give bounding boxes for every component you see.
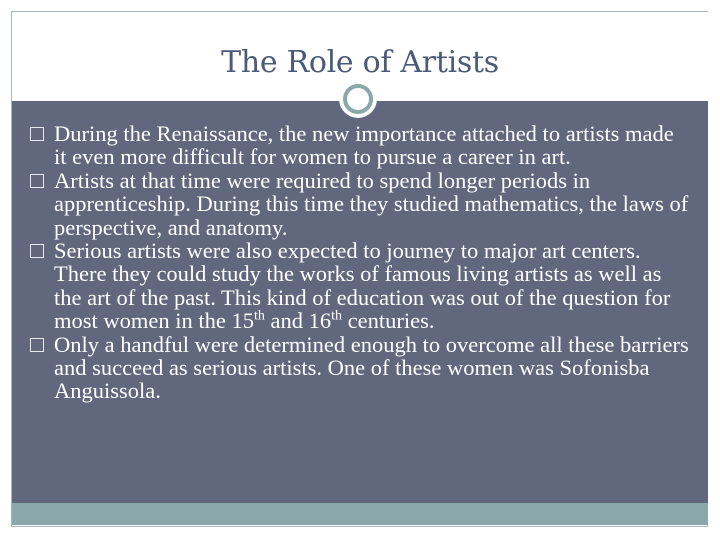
bullet-text-part: and 16 (264, 308, 332, 334)
bottom-accent-bar (12, 503, 708, 525)
bullet-marker-icon (30, 127, 44, 141)
superscript: th (253, 308, 265, 324)
bullet-item (30, 239, 690, 333)
bullet-text-part: Serious artists were also expected to journey to major art centers. There they could study the works of famous living artists as well as the art of the past. This kind of education was out of the question for most women in the 15 (54, 238, 671, 334)
circle-ornament-icon (339, 80, 377, 118)
bullet-marker-icon (30, 174, 44, 188)
bullet-text: Artists at that time were required to spend longer periods in apprenticeship. During this time they studied mathematics, the laws of perspective, and anatomy. (54, 167, 689, 240)
bullet-list (30, 122, 690, 403)
superscript: th (331, 308, 343, 324)
bullet-text: Only a handful were determined enough to overcome all these barriers and succeed as serious artists. One of these women was Sofonisba Anguissola. (54, 331, 689, 404)
bullet-text-part: centuries. (342, 308, 435, 334)
bullet-marker-icon (30, 244, 44, 258)
bullet-marker-icon (30, 338, 44, 352)
bullet-text: During the Renaissance, the new importance attached to artists made it even more difficult for women to pursue a career in art. (54, 121, 674, 170)
bullet-item (30, 122, 690, 169)
slide-title: The Role of Artists (221, 45, 499, 80)
bullet-item (30, 333, 690, 403)
ring-icon (343, 84, 373, 114)
bullet-item (30, 169, 690, 239)
